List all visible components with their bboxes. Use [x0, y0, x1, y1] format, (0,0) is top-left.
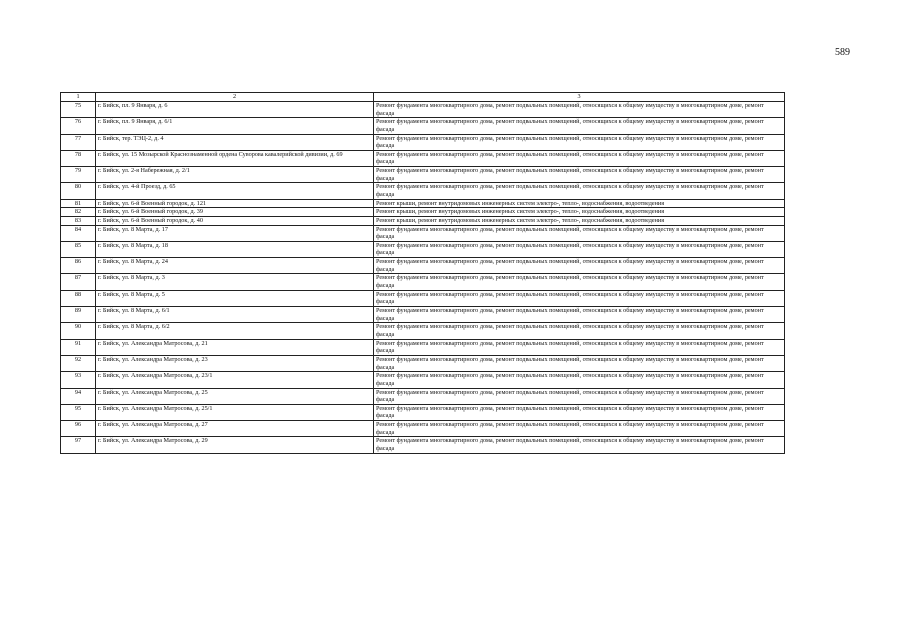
row-number-cell: 85 — [61, 241, 96, 257]
row-number-cell: 77 — [61, 134, 96, 150]
row-address-cell: г. Бийск, ул. 8 Марта, д. 6/1 — [96, 307, 374, 323]
row-work-cell: Ремонт фундамента многоквартирного дома, ремонт подвальных помещений, относящихся к общему имуществу в многоквартирном доме, ремонт фасада — [374, 437, 785, 453]
row-number-cell: 84 — [61, 225, 96, 241]
row-number-cell: 80 — [61, 183, 96, 199]
row-work-cell: Ремонт фундамента многоквартирного дома, ремонт подвальных помещений, относящихся к общему имуществу в многоквартирном доме, ремонт фасада — [374, 323, 785, 339]
table-row — [61, 225, 785, 241]
table-row — [61, 355, 785, 371]
row-work-cell: Ремонт фундамента многоквартирного дома, ремонт подвальных помещений, относящихся к общему имуществу в многоквартирном доме, ремонт фасада — [374, 372, 785, 388]
row-work-cell: Ремонт фундамента многоквартирного дома, ремонт подвальных помещений, относящихся к общему имуществу в многоквартирном доме, ремонт фасада — [374, 134, 785, 150]
row-address-cell: г. Бийск, ул. Александра Матросова, д. 27 — [96, 421, 374, 437]
row-number-cell: 97 — [61, 437, 96, 453]
row-number-cell: 76 — [61, 118, 96, 134]
row-work-cell: Ремонт фундамента многоквартирного дома, ремонт подвальных помещений, относящихся к общему имуществу в многоквартирном доме, ремонт фасада — [374, 388, 785, 404]
row-address-cell: г. Бийск, ул. Александра Матросова, д. 25 — [96, 388, 374, 404]
table-header-row — [61, 93, 785, 102]
row-address-cell: г. Бийск, ул. Александра Матросова, д. 25/1 — [96, 404, 374, 420]
row-address-cell: г. Бийск, ул. 2-я Набережная, д. 2/1 — [96, 167, 374, 183]
table-row — [61, 437, 785, 453]
row-number-cell: 79 — [61, 167, 96, 183]
row-address-cell: г. Бийск, ул. 8 Марта, д. 5 — [96, 290, 374, 306]
table-row — [61, 339, 785, 355]
row-work-cell: Ремонт фундамента многоквартирного дома, ремонт подвальных помещений, относящихся к общему имуществу в многоквартирном доме, ремонт фасада — [374, 404, 785, 420]
row-address-cell: г. Бийск, ул. Александра Матросова, д. 23/1 — [96, 372, 374, 388]
row-address-cell: г. Бийск, ул. Александра Матросова, д. 29 — [96, 437, 374, 453]
row-number-cell: 81 — [61, 199, 96, 208]
table-row — [61, 290, 785, 306]
row-work-cell: Ремонт фундамента многоквартирного дома, ремонт подвальных помещений, относящихся к общему имуществу в многоквартирном доме, ремонт фасада — [374, 355, 785, 371]
column-header-number: 1 — [61, 93, 96, 102]
row-number-cell: 75 — [61, 102, 96, 118]
row-work-cell: Ремонт фундамента многоквартирного дома, ремонт подвальных помещений, относящихся к общему имуществу в многоквартирном доме, ремонт фасада — [374, 225, 785, 241]
registry-table — [60, 92, 785, 454]
row-work-cell: Ремонт фундамента многоквартирного дома, ремонт подвальных помещений, относящихся к общему имуществу в многоквартирном доме, ремонт фасада — [374, 339, 785, 355]
row-work-cell: Ремонт фундамента многоквартирного дома, ремонт подвальных помещений, относящихся к общему имуществу в многоквартирном доме, ремонт фасада — [374, 421, 785, 437]
table-row — [61, 167, 785, 183]
row-address-cell: г. Бийск, ул. 6-й Военный городок, д. 40 — [96, 216, 374, 225]
row-address-cell: г. Бийск, ул. 8 Марта, д. 3 — [96, 274, 374, 290]
row-address-cell: г. Бийск, тер. ТЭЦ-2, д. 4 — [96, 134, 374, 150]
row-address-cell: г. Бийск, ул. 8 Марта, д. 6/2 — [96, 323, 374, 339]
row-number-cell: 78 — [61, 150, 96, 166]
row-address-cell: г. Бийск, ул. 4-й Проезд, д. 65 — [96, 183, 374, 199]
row-number-cell: 83 — [61, 216, 96, 225]
row-address-cell: г. Бийск, ул. Александра Матросова, д. 23 — [96, 355, 374, 371]
row-address-cell: г. Бийск, ул. 15 Мозырской Краснознаменной ордена Суворова кавалерийской дивизии, д. 69 — [96, 150, 374, 166]
row-work-cell: Ремонт фундамента многоквартирного дома, ремонт подвальных помещений, относящихся к общему имуществу в многоквартирном доме, ремонт фасада — [374, 290, 785, 306]
row-address-cell: г. Бийск, пл. 9 Января, д. 6/1 — [96, 118, 374, 134]
row-work-cell: Ремонт фундамента многоквартирного дома, ремонт подвальных помещений, относящихся к общему имуществу в многоквартирном доме, ремонт фасада — [374, 274, 785, 290]
table-row — [61, 199, 785, 208]
row-work-cell: Ремонт фундамента многоквартирного дома, ремонт подвальных помещений, относящихся к общему имуществу в многоквартирном доме, ремонт фасада — [374, 150, 785, 166]
column-header-address: 2 — [96, 93, 374, 102]
row-number-cell: 86 — [61, 258, 96, 274]
row-number-cell: 93 — [61, 372, 96, 388]
row-work-cell: Ремонт фундамента многоквартирного дома, ремонт подвальных помещений, относящихся к общему имуществу в многоквартирном доме, ремонт фасада — [374, 167, 785, 183]
row-number-cell: 88 — [61, 290, 96, 306]
row-work-cell: Ремонт фундамента многоквартирного дома, ремонт подвальных помещений, относящихся к общему имуществу в многоквартирном доме, ремонт фасада — [374, 102, 785, 118]
row-address-cell: г. Бийск, ул. 8 Марта, д. 18 — [96, 241, 374, 257]
row-work-cell: Ремонт крыши, ремонт внутридомовых инженерных систем электро-, тепло-, водоснабжения, водоотведения — [374, 199, 785, 208]
table-row — [61, 421, 785, 437]
row-work-cell: Ремонт фундамента многоквартирного дома, ремонт подвальных помещений, относящихся к общему имуществу в многоквартирном доме, ремонт фасада — [374, 118, 785, 134]
row-number-cell: 87 — [61, 274, 96, 290]
row-address-cell: г. Бийск, ул. Александра Матросова, д. 21 — [96, 339, 374, 355]
table-row — [61, 274, 785, 290]
row-number-cell: 92 — [61, 355, 96, 371]
table-row — [61, 258, 785, 274]
row-number-cell: 95 — [61, 404, 96, 420]
table-row — [61, 216, 785, 225]
row-address-cell: г. Бийск, ул. 8 Марта, д. 24 — [96, 258, 374, 274]
row-address-cell: г. Бийск, ул. 8 Марта, д. 17 — [96, 225, 374, 241]
row-work-cell: Ремонт крыши, ремонт внутридомовых инженерных систем электро-, тепло-, водоснабжения, водоотведения — [374, 208, 785, 217]
row-number-cell: 82 — [61, 208, 96, 217]
row-number-cell: 89 — [61, 307, 96, 323]
table-body — [61, 102, 785, 454]
table-row — [61, 241, 785, 257]
table-row — [61, 183, 785, 199]
table-row — [61, 388, 785, 404]
row-number-cell: 90 — [61, 323, 96, 339]
table-row — [61, 102, 785, 118]
table-row — [61, 150, 785, 166]
row-address-cell: г. Бийск, ул. 6-й Военный городок, д. 121 — [96, 199, 374, 208]
page-number: 589 — [835, 47, 850, 58]
row-work-cell: Ремонт крыши, ремонт внутридомовых инженерных систем электро-, тепло-, водоснабжения, водоотведения — [374, 216, 785, 225]
row-work-cell: Ремонт фундамента многоквартирного дома, ремонт подвальных помещений, относящихся к общему имуществу в многоквартирном доме, ремонт фасада — [374, 241, 785, 257]
row-work-cell: Ремонт фундамента многоквартирного дома, ремонт подвальных помещений, относящихся к общему имуществу в многоквартирном доме, ремонт фасада — [374, 258, 785, 274]
table-row — [61, 118, 785, 134]
row-number-cell: 91 — [61, 339, 96, 355]
table-row — [61, 134, 785, 150]
row-address-cell: г. Бийск, пл. 9 Января, д. 6 — [96, 102, 374, 118]
row-work-cell: Ремонт фундамента многоквартирного дома, ремонт подвальных помещений, относящихся к общему имуществу в многоквартирном доме, ремонт фасада — [374, 307, 785, 323]
table-row — [61, 404, 785, 420]
row-number-cell: 96 — [61, 421, 96, 437]
column-header-work: 3 — [374, 93, 785, 102]
table-row — [61, 208, 785, 217]
table-row — [61, 372, 785, 388]
table-row — [61, 307, 785, 323]
row-number-cell: 94 — [61, 388, 96, 404]
row-address-cell: г. Бийск, ул. 6-й Военный городок, д. 39 — [96, 208, 374, 217]
table-row — [61, 323, 785, 339]
row-work-cell: Ремонт фундамента многоквартирного дома, ремонт подвальных помещений, относящихся к общему имуществу в многоквартирном доме, ремонт фасада — [374, 183, 785, 199]
